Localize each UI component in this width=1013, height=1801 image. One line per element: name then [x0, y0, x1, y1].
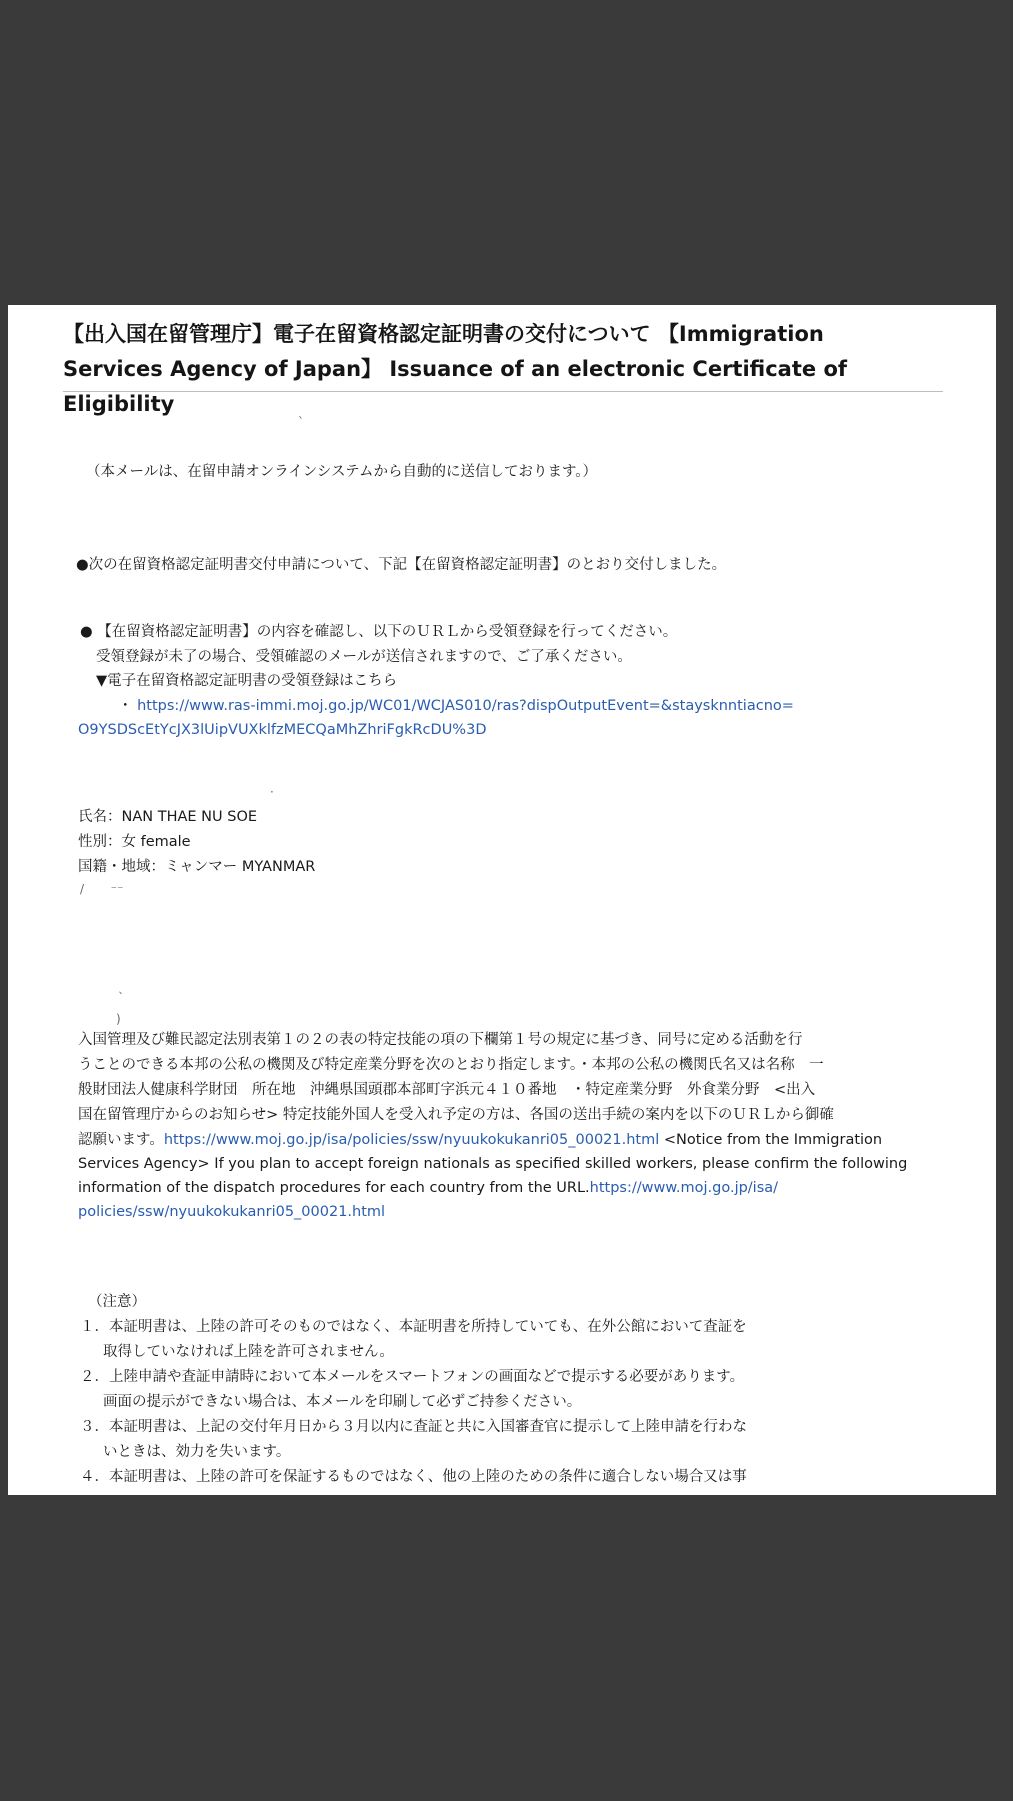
ssw-url-link-2[interactable]: https://www.moj.go.jp/isa/ [589, 1180, 779, 1196]
designation-line-5-text: 認願います。 [78, 1132, 164, 1148]
note-2-line-1: ２．上陸申請や査証申請時において本メールをスマートフォンの画面などで提示する必要があります。 [80, 1369, 745, 1385]
designation-line-5-tail: <Notice from the Immigration [659, 1132, 883, 1148]
scan-artifact: · [270, 785, 274, 799]
notes-title: （注意） [88, 1294, 146, 1310]
designation-line-7 [78, 1176, 778, 1200]
designation-line-1: 入国管理及び難民認定法別表第１の２の表の特定技能の項の下欄第１号の規定に基づき、同号に定める活動を行 [78, 1032, 803, 1048]
note-4-line-1: ４．本証明書は、上陸の許可を保証するものではなく、他の上陸のための条件に適合しない場合又は事 [80, 1469, 747, 1485]
scan-artifact: / ⁻⁻ [80, 882, 124, 896]
subject-line-1: 【出入国在留管理庁】電子在留資格認定証明書の交付について 【Immigration [63, 322, 824, 346]
receipt-url-line-1[interactable] [118, 694, 794, 718]
receipt-url-line-2[interactable]: O9YSDScEtYcJX3lUipVUXklfzMECQaMhZhriFgkRcDU%3D [78, 722, 487, 738]
designation-line-6: Services Agency> If you plan to accept foreign nationals as specified skilled workers, please confirm the following [78, 1156, 908, 1172]
subject-line-2: Services Agency of Japan】 Issuance of an electronic Certificate of Eligibility [63, 357, 848, 416]
ssw-url-link-2-continued[interactable]: policies/ssw/nyuukokukanri05_00021.html [78, 1204, 386, 1220]
subject-divider [63, 391, 943, 392]
designation-line-4: 国在留管理庁からのお知らせ> 特定技能外国人を受入れ予定の方は、各国の送出手続の案内を以下のＵＲＬから御確 [78, 1107, 834, 1123]
applicant-name: 氏名：NAN THAE NU SOE [78, 809, 258, 825]
designation-line-2: うことのできる本邦の公私の機関及び特定産業分野を次のとおり指定します。・本邦の公私の機関氏名又は名称 一 [78, 1057, 824, 1073]
confirm-instruction-line-1: ● 【在留資格認定証明書】の内容を確認し、以下のＵＲＬから受領登録を行ってください。 [80, 624, 678, 640]
document-page [8, 305, 996, 1495]
designation-line-5 [78, 1128, 882, 1152]
applicant-nationality: 国籍・地域：ミャンマー MYANMAR [78, 859, 316, 875]
scan-artifact: ) [116, 1012, 121, 1026]
designation-line-3: 般財団法人健康科学財団 所在地 沖縄県国頭郡本部町字浜元４１０番地 ・特定産業分野 外食業分野 <出入 [78, 1082, 816, 1098]
confirm-instruction-line-2: 受領登録が未了の場合、受領確認のメールが送信されますので、ご了承ください。 [96, 649, 632, 665]
receipt-registration-heading: ▼電子在留資格認定証明書の受領登録はこちら [96, 673, 398, 689]
receipt-url-bullet: ・ [118, 698, 133, 714]
note-3-line-2: いときは、効力を失います。 [103, 1444, 291, 1460]
email-subject [63, 317, 943, 422]
scan-artifact: ˎ [118, 980, 124, 994]
auto-send-notice: （本メールは、在留申請オンラインシステムから自動的に送信しております。） [86, 464, 598, 480]
ssw-url-link[interactable]: https://www.moj.go.jp/isa/policies/ssw/nyuukokukanri05_00021.html [163, 1132, 660, 1148]
designation-line-7-text: information of the dispatch procedures for each country from the URL. [78, 1180, 590, 1196]
scan-artifact: ˋ [298, 415, 304, 429]
receipt-url-link[interactable]: https://www.ras-immi.moj.go.jp/WC01/WCJAS010/ras?dispOutputEvent=&staysknntiacno= [137, 698, 794, 714]
note-2-line-2: 画面の提示ができない場合は、本メールを印刷して必ずご持参ください。 [103, 1394, 582, 1410]
note-1-line-2: 取得していなければ上陸を許可されません。 [103, 1344, 394, 1360]
applicant-sex: 性別：女 female [78, 834, 191, 850]
note-1-line-1: １．本証明書は、上陸の許可そのものではなく、本証明書を所持していても、在外公館において査証を [80, 1319, 747, 1335]
note-3-line-1: ３．本証明書は、上記の交付年月日から３月以内に査証と共に入国審査官に提示して上陸申請を行わな [80, 1419, 747, 1435]
issued-notice: ●次の在留資格認定証明書交付申請について、下記【在留資格認定証明書】のとおり交付しました。 [76, 557, 727, 573]
